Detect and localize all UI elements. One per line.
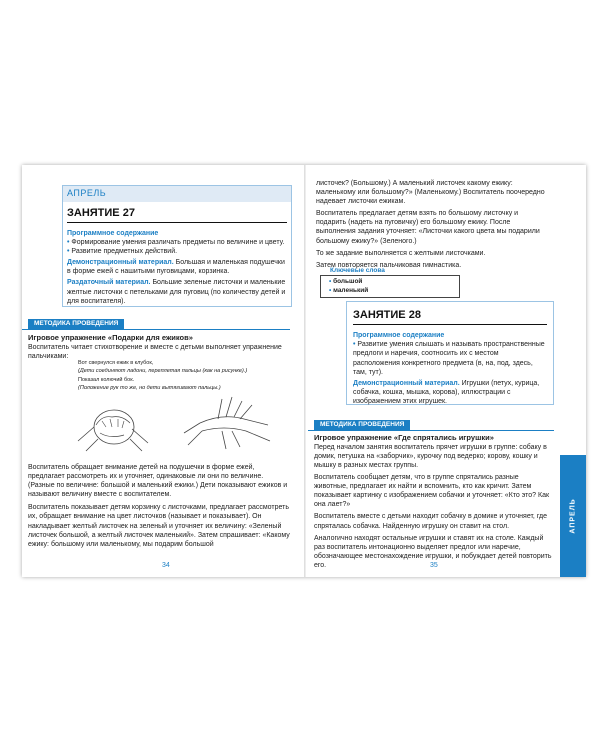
demo-material [353,379,547,406]
paragraph: Воспитатель сообщает детям, что в группе спрятались разные животные, предлагает их найти и вспомнить, кто как кричит. Затем показывает картинку с изображением собачки и уточняет: «Кто это? Как она лает?» [314,474,550,509]
paragraph: Воспитатель показывает детям корзинку с листочками, предлагает рассмотреть их, обращает внимание на цвет листочков (называет и показывает). Он накладывает желтый листочек на зеленый и уточняет их величину: «Зеленый листочек большой, а желтый листочек маленький». Затем спрашивает: «Какому ежику: большому или маленькому, мы подарим большой [28,504,290,548]
poem-line: Показал колючий бок. [78,376,135,383]
program-heading: Программное содержание [353,332,445,340]
month-header: АПРЕЛЬ [63,186,291,202]
program-heading: Программное содержание [67,229,159,237]
paragraph: Аналогично находят остальные игрушки и ставят их на столе. Каждый раз воспитатель интонационно выделяет предлог или наречие, обозначающее местонахождение игрушки, и побуждает детей повторить его. [314,534,552,569]
demo-text: Игрушки (петух, курица, собачка, кошка, мышка, корова), иллюстрации с изображением этих игрушек. [353,379,540,405]
demo-label: Демонстрационный материал. [67,259,174,267]
lesson-28-box [346,301,554,405]
lesson-title: ЗАНЯТИЕ 27 [67,204,287,223]
keyword: • большой [329,278,451,286]
poem-line: (Дети соединяют ладони, переплетая пальцы (как на рисунке).) [78,368,248,375]
poem-line: Вот свернулся ежик в клубок, [78,360,154,366]
lesson-title: ЗАНЯТИЕ 28 [353,306,547,325]
keyword: • маленький [329,287,451,295]
right-page [306,165,586,577]
side-tab [560,455,586,577]
game-intro: Воспитатель читает стихотворение и вместе с детьми выполняет упражнение пальчиками: [28,343,282,360]
program-item: • Развитие предметных действий. [67,247,287,256]
demo-label: Демонстрационный материал. [353,379,460,387]
handout-text: Большие зеленые листочки и маленькие желтые листочки с петельками для пуговиц (по количеству детей и для воспитателя). [67,279,286,305]
keywords-block [320,267,460,298]
paragraph: Воспитатель предлагает детям взять по большому листочку и подарить (надеть на пуговичку) его большому ежику. После выполнения задания уточняет: «Листочки какого цвета мы подарили большому ежику?» (Зеленого.) [316,210,540,245]
side-tab-label: АПРЕЛЬ [569,498,577,534]
book-spread [22,165,586,577]
paragraph: Перед началом занятия воспитатель прячет игрушки в группе: собаку в домик, петушка на «заборчик», курочку под ведерко; корову, кошку и мышку в разных местах группы. [314,443,547,469]
paragraph: Затем повторяется пальчиковая гимнастика. [316,261,462,269]
paragraph: Воспитатель вместе с детьми находит собачку в домике и уточняет, где спряталась собачка. Найденную игрушку он ставит на стол. [314,513,548,530]
game-section [28,333,290,361]
program-item: • Формирование умения различать предметы по величине и цвету. [67,238,287,247]
lesson-27-box [62,185,292,307]
method-bar [22,319,290,330]
program-item: • Развитие умения слышать и называть пространственные предлоги и наречия, соотносить их с местом расположения конкретного предмета (в, на, под, здесь, там, тут). [353,340,547,376]
left-page [22,165,304,577]
paragraph: То же задание выполняется с желтыми листочками. [316,249,486,257]
poem [78,359,288,392]
game-title: Игровое упражнение «Где спрятались игрушки» [314,433,494,442]
hands-clasped-illustration [72,397,152,452]
method-label: МЕТОДИКА ПРОВЕДЕНИЯ [314,420,410,430]
page-number: 35 [430,562,438,569]
keywords-box [320,275,460,298]
paragraph: Воспитатель обращает внимание детей на подушечки в форме ежей, предлагает рассмотреть их и уточняет, одинаковые ли они по величине. (Разные по величине: большой и маленький ежики.) Дети показывают ежиков и называют величину вместе с воспитателем. [28,464,288,499]
method-label: МЕТОДИКА ПРОВЕДЕНИЯ [28,319,124,329]
handout-material [67,278,287,305]
right-top-text [316,179,550,270]
demo-text: Большая и маленькая подушечки в форме ежей с нашитыми пуговицами, корзинка. [67,259,285,276]
paragraph: листочек? (Большому.) А маленький листочек какому ежику: маленькому или большому?» (Маленькому.) Воспитатель поочередно надевает листочки ежикам. [316,180,545,206]
hands-spread-illustration [182,393,274,451]
handout-label: Раздаточный материал. [67,279,151,287]
method-bar [308,420,554,431]
keywords-heading: Ключевые слова [330,267,385,274]
game-title: Игровое упражнение «Подарки для ежиков» [28,333,193,342]
poem-line: (Положение рук то же, но дети вытягивают пальцы.) [78,384,221,391]
right-body [314,433,552,570]
page-number: 34 [162,562,170,569]
demo-material [67,258,287,276]
left-body [28,463,290,549]
